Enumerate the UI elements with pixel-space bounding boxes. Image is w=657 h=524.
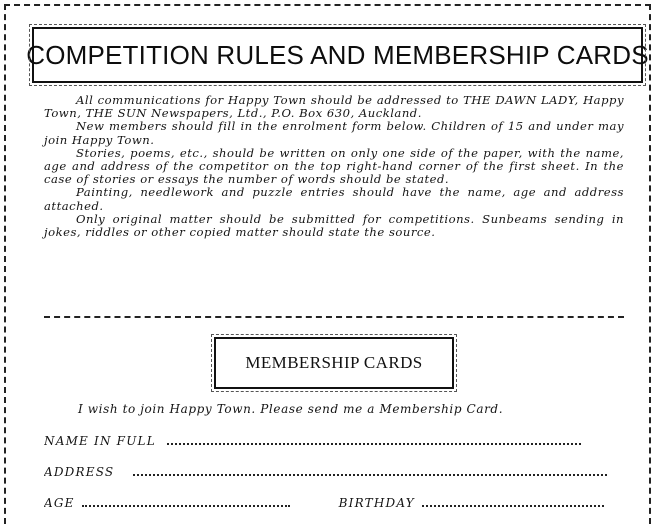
birthday-field-line[interactable] bbox=[422, 496, 604, 507]
address-field-line[interactable] bbox=[133, 465, 607, 476]
name-field-line[interactable] bbox=[167, 434, 581, 445]
page-title: COMPETITION RULES AND MEMBERSHIP CARDS bbox=[26, 39, 649, 70]
age-field-label: AGE bbox=[44, 496, 75, 510]
membership-request-text: I wish to join Happy Town. Please send me a Membership Card. bbox=[78, 402, 504, 416]
membership-title-box bbox=[214, 337, 454, 389]
rules-section bbox=[44, 94, 624, 239]
address-field-label: ADDRESS bbox=[44, 465, 115, 479]
age-birthday-row bbox=[44, 496, 624, 512]
birthday-field-label: BIRTHDAY bbox=[338, 496, 415, 510]
rule-paragraph-address: All communications for Happy Town should be addressed to THE DAWN LADY, Happy Town, THE SUN Newspapers, Ltd., P.O. Box 630, Auckland. bbox=[44, 93, 624, 121]
rule-paragraph-stories: Stories, poems, etc., should be written on only one side of the paper, with the name, age and address of the competitor on the top right-hand corner of the first sheet. In the case of stories or essays the number of words should be stated. bbox=[44, 145, 624, 187]
title-box bbox=[26, 27, 649, 83]
rule-paragraph-enrolment: New members should fill in the enrolment form below. Children of 15 and under may join Happy Town. bbox=[44, 119, 624, 147]
rule-paragraph-original: Only original matter should be submitted for competitions. Sunbeams sending in jokes, riddles or other copied matter should state the source. bbox=[44, 211, 624, 240]
membership-title: MEMBERSHIP CARDS bbox=[245, 353, 423, 372]
rule-paragraph-painting: Painting, needlework and puzzle entries should have the name, age and address attached. bbox=[44, 185, 624, 213]
section-divider bbox=[44, 316, 624, 318]
name-field-label: NAME IN FULL bbox=[44, 434, 156, 448]
address-field-row[interactable] bbox=[44, 465, 624, 481]
name-field-row[interactable] bbox=[44, 434, 624, 450]
age-field-line[interactable] bbox=[82, 496, 290, 507]
